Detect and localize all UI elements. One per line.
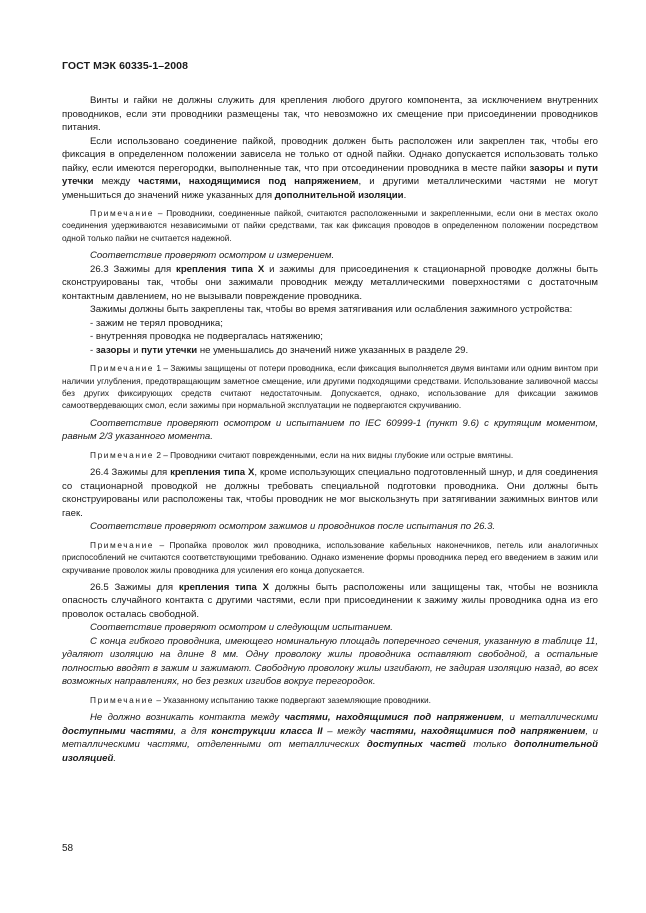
note-earthing-conductors — [62, 694, 598, 706]
paragraph-soldering — [62, 135, 598, 203]
text-run: и — [564, 162, 577, 174]
note-label: Примечание — [90, 694, 155, 705]
page-content — [62, 94, 598, 765]
term-creepage: пути утечки — [141, 344, 198, 356]
text-run: между — [93, 176, 139, 187]
text-run: и — [130, 344, 142, 356]
note-clamp-protection — [62, 362, 598, 412]
note-label: Примечание — [90, 208, 155, 218]
text-run: , а для — [173, 725, 212, 737]
text-run: . — [403, 189, 407, 201]
note-label: Примечание — [90, 449, 155, 460]
text-run: только — [465, 739, 514, 751]
note-soldering-strands — [62, 539, 598, 576]
term-creepage: пути утечки — [62, 162, 598, 187]
note-text: 2 – Проводники считают поврежденными, если на них видны глубокие или острые вмятины. — [154, 449, 514, 460]
text-run: – между — [322, 725, 371, 737]
term-live-parts: частями, находящимися под напряжением — [284, 712, 502, 724]
note-text: 1 – Зажимы защищены от потери проводника, если фиксация выполняется двумя винтами или одним винтом при наличии углубления, предотвращающим заметное смещение, или другими подходящими средствами. Использование заливочной массы без других фиксирующих средств считают недостаточным. Допускается, однако, использование для фиксации зажимов самоотвердевающих смол, если зажимы при нормальной эксплуатации не подвергаются скручиванию. — [62, 363, 598, 411]
text-run: не уменьшались до значений ниже указанных в разделе 29. — [197, 344, 469, 356]
term-supplementary-insulation: дополнительной изоляцией — [62, 739, 598, 764]
term-type-x-attachment: крепления типа X — [178, 581, 270, 593]
clause-26-5 — [62, 581, 598, 622]
clause-26-4 — [62, 466, 598, 520]
note-label: Примечание — [90, 539, 155, 550]
note-text: – Указанному испытанию также подвергают заземляющие проводники. — [154, 694, 431, 705]
text-run: и зажимы для присоединения к стационарной проводке должны быть сконструированы так, чтобы они зажимали проводник между металлическими поверхностями с достаточным контактным давлением, но не вызывали повреждение проводника. — [62, 263, 599, 302]
term-supplementary-insulation: дополнительной изоляции — [274, 189, 404, 201]
text-run: - — [90, 344, 96, 356]
final-requirement — [62, 711, 598, 765]
term-clearances: зазоры — [529, 162, 565, 174]
compliance-check-4: Соответствие проверяют осмотром и следующим испытанием. — [90, 622, 393, 634]
note-text: – Пропайка проволок жил проводника, использование кабельных наконечников, петель или аналогичных приспособлений не считаются соответствующими требованию. Однако изменение формы проводника перед его введением в зажим или скручивание проволок жилы проводника для усиления его конца допускается. — [62, 539, 598, 575]
term-type-x-attachment: крепления типа X — [176, 263, 265, 275]
paragraph-screws: Винты и гайки не должны служить для крепления любого другого компонента, за исключением внутренних проводников, если эти проводники размещены так, что невозможно их смещение при присоединении проводников питания. — [62, 95, 598, 133]
text-run: , и другими металлическими частями не могут уменьшиться до значений ниже указанных для — [62, 176, 598, 201]
paragraph-clamps-fixed: Зажимы должны быть закреплены так, чтобы во время затягивания или ослабления зажимного устройства: — [90, 304, 573, 316]
page-number: 58 — [62, 843, 74, 854]
compliance-check-3: Соответствие проверяют осмотром зажимов и проводников после испытания по 26.3. — [90, 521, 496, 533]
page-header: ГОСТ МЭК 60335-1–2008 — [62, 60, 189, 72]
text-run: 26.4 Зажимы для — [90, 467, 171, 479]
note-damaged-conductors — [62, 449, 598, 461]
note-text: – Проводники, соединенные пайкой, считаются расположенными и закрепленными, если они в местах около соединения удерживаются независимыми от пайки средствами, так как фиксация проводов в определенном положении посредством одной только пайки не считается надежной. — [62, 208, 598, 243]
text-run: 26.5 Зажимы для — [90, 581, 179, 593]
text-run: , и металлическими — [501, 712, 598, 724]
text-run: должны быть расположены или защищены так, чтобы не возникла опасность случайного контакта с другими частями, если при присоединении к зажиму жилы проводника одна из его проволок осталась свободной. — [62, 581, 598, 620]
text-run: Если использовано соединение пайкой, проводник должен быть расположен или закреплен так, чтобы его фиксация в определенном положении зависела не только от одной пайки. Однако допускается использовать только пайку, если имеются перегородки, выполненные так, что при отсоединении проводника в месте пайки — [62, 135, 598, 174]
compliance-check-2: Соответствие проверяют осмотром и испытанием по IEC 60999-1 (пункт 9.6) с крутящим моментом, равным 2/3 указанного момента. — [62, 417, 598, 443]
list-item: - зажим не терял проводника; — [90, 317, 223, 329]
test-description: С конца гибкого проводника, имеющего номинальную площадь поперечного сечения, указанную в таблице 11, удаляют изоляцию на длине 8 мм. Одну проволоку жилы проводника оставляют свободной, а остальные полностью вводят в зажим и зажимают. Свободную проволоку жилы изгибают, не задирая изоляцию назад, во всех возможных направлениях, но без резких изгибов вокруг перегородок. — [62, 635, 598, 688]
term-type-x-attachment: крепления типа X — [170, 467, 255, 479]
list-item — [62, 344, 598, 358]
term-accessible-parts: доступных частей — [366, 739, 466, 751]
note-label: Примечание — [90, 363, 155, 374]
clause-26-3 — [62, 263, 598, 304]
term-live-parts: частями, находящимися под напряжением — [138, 176, 359, 187]
text-run: 26.3 Зажимы для — [90, 263, 177, 275]
term-clearances: зазоры — [95, 344, 131, 356]
term-accessible-parts: доступными частями — [62, 725, 174, 737]
term-live-parts: частями, находящимися под напряжением — [370, 725, 586, 737]
list-item: - внутренняя проводка не подвергалась натяжению; — [90, 331, 323, 343]
note-soldered-conductors — [62, 207, 598, 244]
compliance-check-1: Соответствие проверяют осмотром и измерением. — [90, 250, 335, 262]
text-run: , кроме использующих специально подготовленный шнур, и для соединения со стационарной проводкой не должны требовать специальной подготовки проводника. Они должны быть сконструированы или расположены так, чтобы проводник не мог выскользнуть при затягивании зажимных винтов или гаек. — [62, 467, 598, 519]
term-class-ii-construction: конструкции класса II — [211, 725, 323, 737]
text-run: , и металлическими частями, отделенными от металлических — [62, 725, 598, 751]
text-run: Не должно возникать контакта между — [90, 712, 285, 724]
text-run: . — [113, 752, 117, 764]
